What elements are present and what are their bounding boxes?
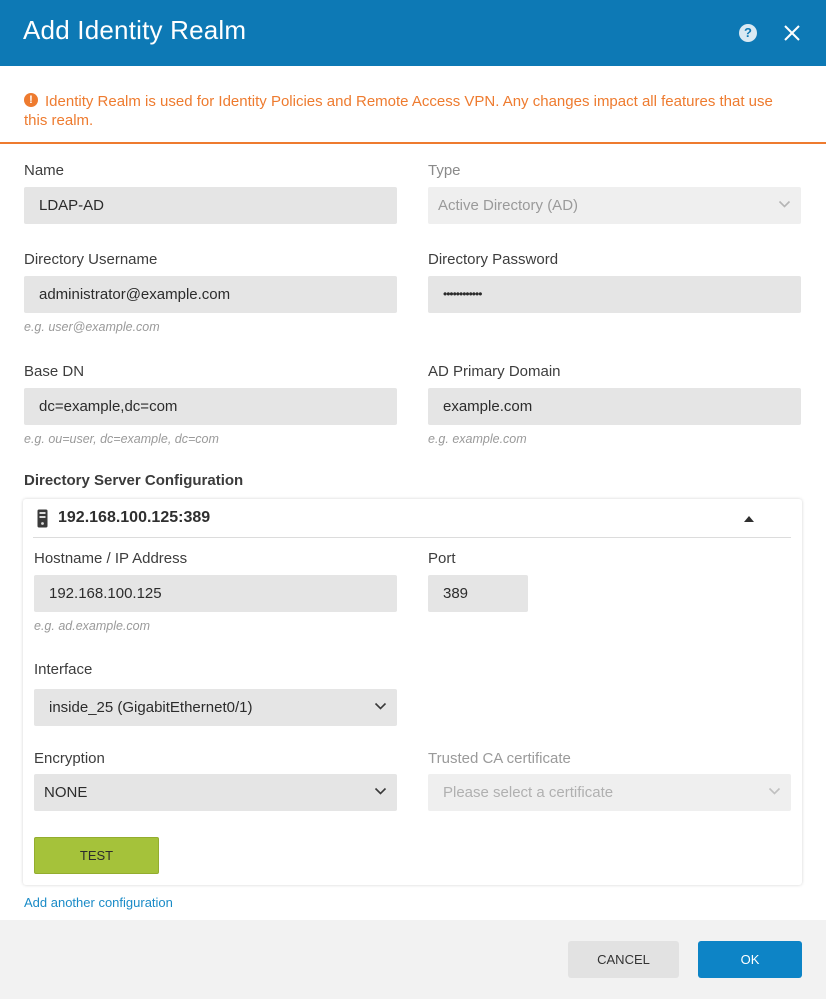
encryption-select[interactable] — [34, 774, 397, 811]
warning-text: Identity Realm is used for Identity Policies and Remote Access VPN. Any changes impact all features that use this realm. — [24, 93, 773, 129]
chevron-down-icon — [374, 702, 387, 711]
hostname-input[interactable]: 192.168.100.125 — [34, 575, 397, 612]
trusted-ca-placeholder: Please select a certificate — [443, 784, 614, 801]
directory-username-label: Directory Username — [24, 251, 158, 268]
name-label: Name — [24, 162, 65, 179]
encryption-select-value: NONE — [44, 784, 88, 801]
chevron-down-icon — [768, 787, 781, 796]
chevron-down-icon — [778, 200, 791, 209]
chevron-down-icon — [374, 787, 387, 796]
dialog-header — [0, 0, 826, 66]
server-icon — [37, 509, 48, 528]
cancel-button[interactable]: CANCEL — [568, 941, 679, 978]
base-dn-label: Base DN — [24, 363, 85, 380]
type-select[interactable] — [428, 187, 801, 224]
ad-primary-domain-hint: e.g. example.com — [428, 432, 527, 446]
type-label: Type — [428, 162, 461, 179]
interface-label: Interface — [34, 661, 93, 678]
directory-username-input[interactable]: administrator@example.com — [24, 276, 397, 313]
ad-primary-domain-label: AD Primary Domain — [428, 363, 561, 380]
directory-username-hint: e.g. user@example.com — [24, 320, 160, 334]
directory-password-input[interactable]: •••••••••••• — [428, 276, 801, 313]
close-icon[interactable] — [781, 22, 803, 44]
hostname-hint: e.g. ad.example.com — [34, 619, 151, 633]
encryption-label: Encryption — [34, 750, 105, 767]
hostname-label: Hostname / IP Address — [34, 550, 188, 567]
base-dn-hint: e.g. ou=user, dc=example, dc=com — [24, 432, 219, 446]
server-config-title: 192.168.100.125:389 — [58, 509, 211, 526]
directory-server-section-title: Directory Server Configuration — [24, 472, 244, 489]
interface-select-value: inside_25 (GigabitEthernet0/1) — [49, 699, 253, 716]
warning-banner — [0, 66, 826, 144]
help-icon[interactable]: ? — [739, 24, 757, 42]
directory-password-label: Directory Password — [428, 251, 559, 268]
test-button[interactable]: TEST — [34, 837, 159, 874]
add-another-configuration-link[interactable]: Add another configuration — [24, 895, 173, 910]
interface-select[interactable] — [34, 689, 397, 726]
port-label: Port — [428, 550, 456, 567]
type-select-value: Active Directory (AD) — [438, 197, 579, 214]
ok-button[interactable]: OK — [698, 941, 802, 978]
name-input[interactable]: LDAP-AD — [24, 187, 397, 224]
server-config-header[interactable] — [23, 499, 802, 537]
collapse-up-icon[interactable] — [743, 515, 755, 523]
trusted-ca-select[interactable] — [428, 774, 791, 811]
dialog-title: Add Identity Realm — [23, 15, 247, 45]
port-input[interactable]: 389 — [428, 575, 528, 612]
ad-primary-domain-input[interactable]: example.com — [428, 388, 801, 425]
warning-icon: ! — [24, 93, 38, 107]
trusted-ca-label: Trusted CA certificate — [428, 750, 571, 767]
divider — [33, 537, 791, 538]
base-dn-input[interactable]: dc=example,dc=com — [24, 388, 397, 425]
